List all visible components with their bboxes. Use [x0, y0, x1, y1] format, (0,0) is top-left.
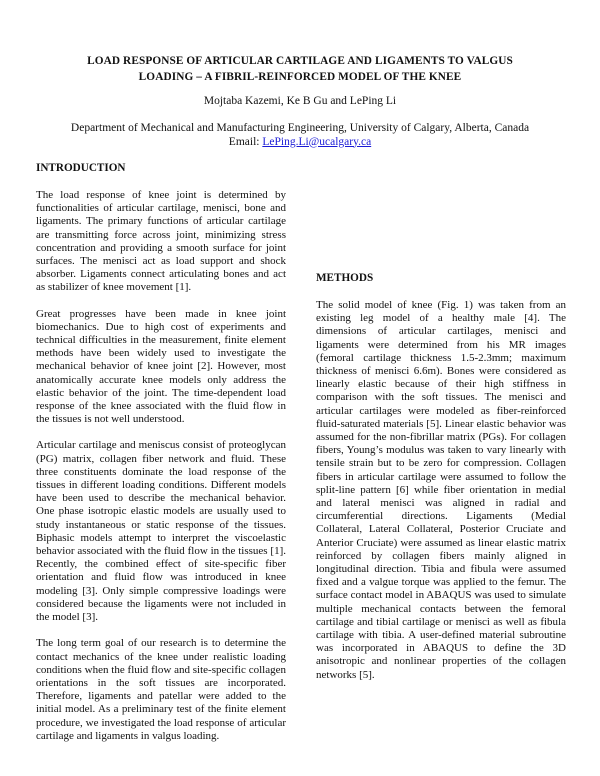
- affiliation-block: [20, 122, 580, 149]
- email-line: [20, 136, 580, 150]
- intro-paragraph-3: Articular cartilage and meniscus consist of proteoglycan (PG) matrix, collagen fiber network and fluid. These three constituents dominate the load response of the tissues in different loading conditions. Different models have been used to describe the mechanical behavior. One phase isotropic elastic models are usually used to study instantaneous or static response of the tissues. Biphasic models attempt to interpret the viscoelastic behavior associated with the fluid flow in the tissues [1]. Recently, the combined effect of site-specific fiber orientation and fluid flow was introduced in knee modeling [3]. Only simple compressive loadings were considered because the ligaments were not included in the model [3].: [36, 439, 286, 624]
- intro-paragraph-2: Great progresses have been made in knee joint biomechanics. Due to high cost of experiments and technical difficulties in the measurement, finite element methods have been widely used to investigate the mechanical behavior of knee joint [2]. However, most anatomically accurate knee models only address the elastic behavior of the joint. The time-dependent load response of the knee associated with the fluid flow in the tissues is not well understood.: [36, 307, 286, 426]
- section-heading-methods: METHODS: [316, 272, 374, 284]
- email-link[interactable]: LePing.Li@ucalgary.ca: [262, 135, 372, 148]
- title-line-1: LOAD RESPONSE OF ARTICULAR CARTILAGE AND LIGAMENTS TO VALGUS: [87, 55, 513, 67]
- intro-paragraph-4: The long term goal of our research is to determine the contact mechanics of the knee under realistic loading conditions when the fluid flow and site-specific collagen orientations in the soft tissues are incorporated. Therefore, ligaments and patellar were added to the initial model. As a preliminary test of the finite element procedure, we investigated the load response of articular cartilage and ligaments in valgus loading.: [36, 637, 286, 742]
- affiliation: Department of Mechanical and Manufacturing Engineering, University of Calgary, Alberta, Canada: [70, 122, 530, 134]
- intro-paragraph-1: The load response of knee joint is determined by functionalities of articular cartilage, menisci, bone and ligaments. The primary functions of articular cartilage are transmitting force across joint, minimizing stress concentration and providing a smooth surface for joint surfaces. The menisci act as load support and shock absorber. Ligaments connect articulating bones and act as stabilizer of knee movement [1].: [36, 189, 286, 294]
- paper-title: [40, 53, 560, 85]
- methods-paragraph-1: The solid model of knee (Fig. 1) was taken from an existing leg model of a healthy male [4]. The dimensions of articular cartilages, menisci and ligaments were determined from his MR images (femoral cartilage thickness 1.5-2.3mm; maximum thickness of menisci 6.6m). Bones were considered as linearly elastic because of their high stiffness in comparison with the soft tissues. The menisci and articular cartilages were modeled as fiber-reinforced fluid-saturated materials [5]. Linear elastic behavior was assumed for the non-fibrillar matrix (PGs). For collagen fibers, Young’s modulus was taken to vary linearly with tensile strain but to be zero for compression. Collagen fibers in articular cartilage were assumed to follow the split-line pattern [6] while fiber orientation in medial and lateral menisci was aligned in radial and circumferential directions. Ligaments (Medial Collateral, Lateral Collateral, Posterior Cruciate and Anterior Cruciate) were assumed as linear elastic matrix reinforced by collagen fibers mainly aligned in longitudinal direction. Tibia and fibula were assumed fixed and a valgue torque was applied to the femur. The surface contact model in ABAQUS was used to simulate multiple mechanical contacts between the femoral cartilage and tibial cartilage or menisci as well as fibula cartilage with tibia. A user-defined material subroutine was incorporated in ABAQUS to define the 3D anisotropic and nonlinear properties of the collagen networks [5].: [316, 299, 566, 681]
- title-line-2: LOADING – A FIBRIL-REINFORCED MODEL OF THE KNEE: [138, 71, 462, 83]
- right-column: [316, 161, 566, 682]
- section-heading-introduction: INTRODUCTION: [36, 162, 126, 174]
- email-label: Email:: [228, 135, 263, 148]
- left-column: [36, 161, 286, 743]
- author-list: Mojtaba Kazemi, Ke B Gu and LePing Li: [203, 95, 397, 107]
